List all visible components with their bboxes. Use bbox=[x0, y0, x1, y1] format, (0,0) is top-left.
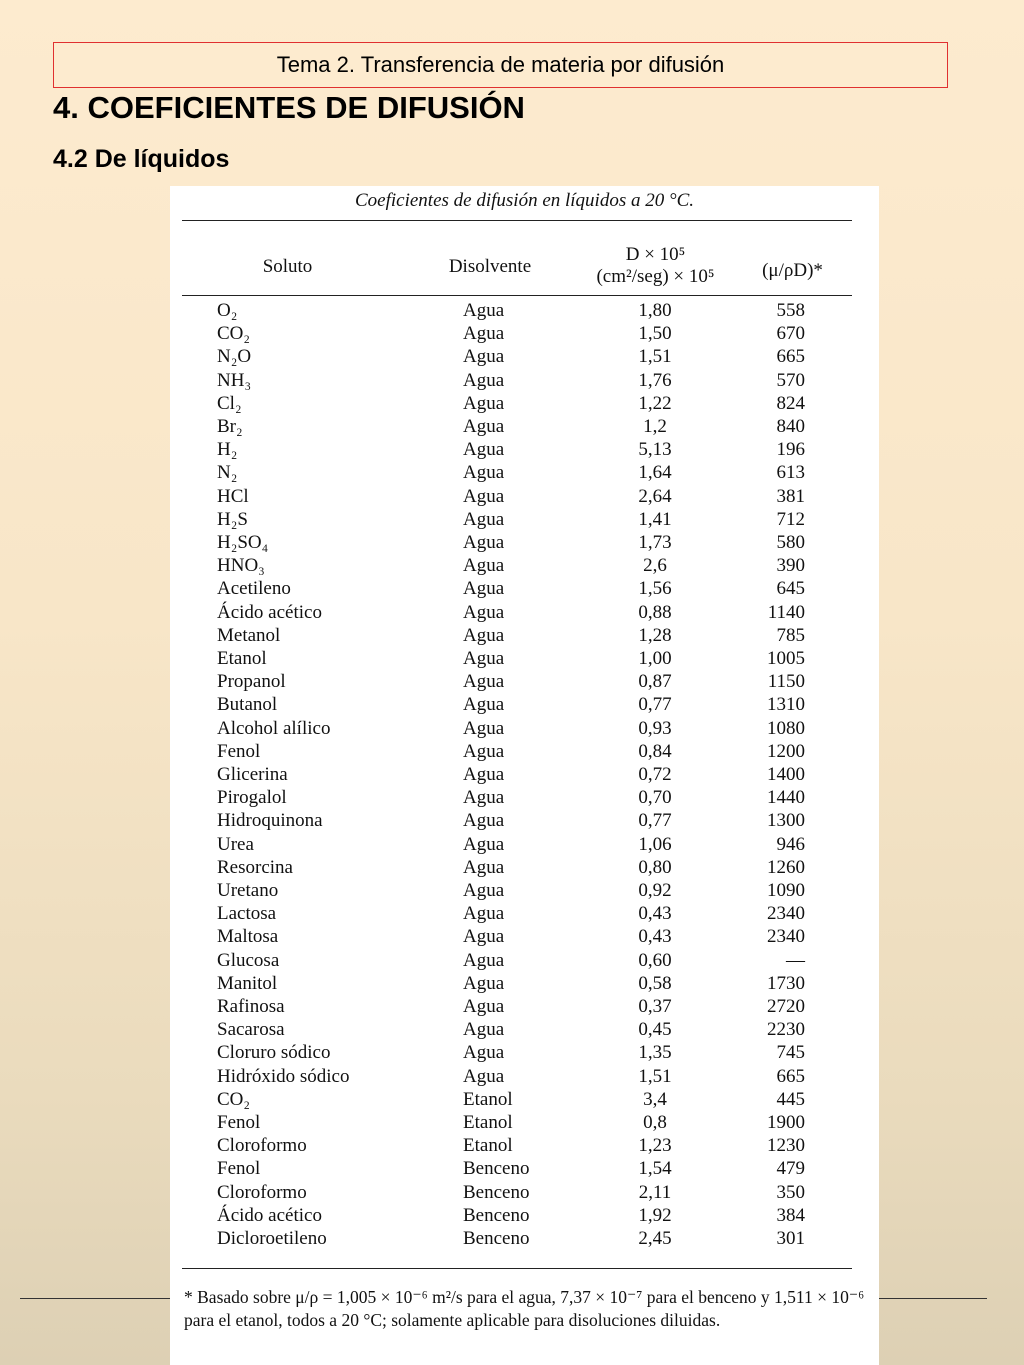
header-title: Tema 2. Transferencia de materia por difusión bbox=[276, 52, 725, 77]
d-value-cell: 0,77 bbox=[638, 694, 672, 716]
soluto-cell: Cloruro sódico bbox=[217, 1042, 331, 1064]
disolvente-cell: Agua bbox=[463, 601, 505, 623]
soluto-cell: Ácido acético bbox=[217, 601, 322, 623]
soluto-cell: HNO₃ bbox=[217, 555, 265, 577]
d-value-cell: 1,92 bbox=[638, 1204, 672, 1226]
soluto-cell: Rafinosa bbox=[217, 996, 285, 1017]
soluto-cell: Resorcina bbox=[217, 856, 293, 878]
soluto-cell: H₂S bbox=[217, 508, 248, 530]
ratio-value-cell: 570 bbox=[776, 369, 805, 391]
disolvente-cell: Agua bbox=[463, 485, 505, 507]
table-row bbox=[170, 346, 879, 369]
d-value-cell: 1,64 bbox=[638, 462, 672, 484]
d-value-cell: 1,56 bbox=[638, 578, 672, 600]
d-value-cell: 0,58 bbox=[638, 972, 672, 994]
table-row bbox=[170, 996, 879, 1019]
table-row bbox=[170, 486, 879, 509]
d-value-cell: 1,51 bbox=[638, 1065, 672, 1087]
disolvente-cell: Etanol bbox=[463, 1135, 513, 1157]
disolvente-cell: Agua bbox=[463, 833, 505, 855]
ratio-value-cell: 350 bbox=[776, 1181, 805, 1203]
table-row bbox=[170, 926, 879, 949]
ratio-value-cell: 1140 bbox=[767, 601, 805, 623]
d-value-cell: 0,60 bbox=[638, 949, 672, 971]
table-row bbox=[170, 1019, 879, 1042]
ratio-value-cell: 381 bbox=[776, 485, 805, 507]
d-value-cell: 3,4 bbox=[643, 1088, 667, 1110]
table-row bbox=[170, 509, 879, 532]
d-value-cell: 0,43 bbox=[638, 926, 672, 948]
soluto-cell: Br₂ bbox=[217, 416, 243, 437]
d-value-cell: 1,22 bbox=[638, 392, 672, 414]
diffusion-table-image bbox=[170, 186, 879, 1365]
footer-divider-left bbox=[20, 1298, 170, 1299]
soluto-cell: CO₂ bbox=[217, 323, 251, 345]
ratio-value-cell: 2340 bbox=[767, 926, 805, 948]
d-value-cell: 0,93 bbox=[638, 717, 672, 739]
table-row bbox=[170, 300, 879, 323]
table-footnote: * Basado sobre μ/ρ = 1,005 × 10⁻⁶ m²/s para el agua, 7,37 × 10⁻⁷ para el benceno y 1,511 × 10⁻⁶ para el etanol, todos a 20 °C; solamente aplicable para disoluciones diluidas. bbox=[184, 1287, 865, 1330]
ratio-value-cell: 946 bbox=[776, 833, 805, 855]
soluto-cell: Hidroquinona bbox=[217, 810, 323, 832]
disolvente-cell: Agua bbox=[463, 717, 505, 739]
table-row bbox=[170, 1042, 879, 1065]
ratio-value-cell: 2340 bbox=[767, 903, 805, 925]
table-row bbox=[170, 880, 879, 903]
disolvente-cell: Benceno bbox=[463, 1158, 530, 1180]
d-value-cell: 0,87 bbox=[638, 671, 672, 693]
table-row bbox=[170, 718, 879, 741]
soluto-cell: Sacarosa bbox=[217, 1019, 285, 1041]
d-value-cell: 1,76 bbox=[638, 369, 672, 391]
table-row bbox=[170, 1066, 879, 1089]
ratio-value-cell: 1260 bbox=[767, 856, 805, 878]
disolvente-cell: Agua bbox=[463, 764, 505, 785]
ratio-value-cell: 745 bbox=[776, 1042, 805, 1064]
table-bottom-rule bbox=[182, 1268, 852, 1269]
disolvente-cell: Etanol bbox=[463, 1112, 513, 1133]
ratio-value-cell: 2230 bbox=[767, 1019, 805, 1041]
ratio-value-cell: 196 bbox=[776, 439, 805, 461]
soluto-cell: Cloroformo bbox=[217, 1181, 307, 1203]
ratio-value-cell: 390 bbox=[776, 555, 805, 577]
ratio-value-cell: 1730 bbox=[767, 972, 805, 994]
table-row bbox=[170, 741, 879, 764]
soluto-cell: Glicerina bbox=[217, 764, 288, 785]
d-value-cell: 0,77 bbox=[638, 810, 672, 832]
d-value-cell: 5,13 bbox=[638, 439, 672, 461]
table-row bbox=[170, 834, 879, 857]
table-row bbox=[170, 1228, 879, 1251]
soluto-cell: Acetileno bbox=[217, 578, 291, 600]
soluto-cell: CO₂ bbox=[217, 1088, 251, 1110]
soluto-cell: N₂ bbox=[217, 462, 238, 484]
d-value-cell: 0,43 bbox=[638, 903, 672, 925]
ratio-value-cell: 1900 bbox=[767, 1112, 805, 1133]
subsection-title: 4.2 De líquidos bbox=[53, 145, 230, 173]
d-value-cell: 0,37 bbox=[638, 996, 672, 1017]
table-row bbox=[170, 694, 879, 717]
table-row bbox=[170, 764, 879, 787]
ratio-value-cell: 558 bbox=[776, 300, 805, 321]
d-value-cell: 2,45 bbox=[638, 1228, 672, 1249]
disolvente-cell: Agua bbox=[463, 1019, 505, 1041]
table-row bbox=[170, 625, 879, 648]
d-value-cell: 0,88 bbox=[638, 601, 672, 623]
ratio-value-cell: 1440 bbox=[767, 787, 805, 809]
ratio-value-cell: — bbox=[786, 949, 805, 971]
ratio-value-cell: 1150 bbox=[767, 671, 805, 693]
header-title-box bbox=[53, 42, 948, 88]
column-header-d-line2: (cm²/seg) × 10⁵ bbox=[596, 266, 715, 287]
d-value-cell: 1,51 bbox=[638, 346, 672, 368]
d-value-cell: 2,11 bbox=[638, 1181, 672, 1203]
disolvente-cell: Agua bbox=[463, 1065, 505, 1087]
soluto-cell: H₂ bbox=[217, 439, 238, 461]
soluto-cell: Dicloroetileno bbox=[217, 1228, 327, 1249]
ratio-value-cell: 785 bbox=[776, 624, 805, 646]
ratio-value-cell: 1400 bbox=[767, 764, 805, 785]
section-title: 4. COEFICIENTES DE DIFUSIÓN bbox=[53, 90, 525, 125]
table-row bbox=[170, 1205, 879, 1228]
soluto-cell: Hidróxido sódico bbox=[217, 1065, 350, 1087]
d-value-cell: 0,92 bbox=[638, 880, 672, 901]
table-row bbox=[170, 1158, 879, 1181]
soluto-cell: Butanol bbox=[217, 694, 278, 716]
disolvente-cell: Agua bbox=[463, 787, 505, 809]
disolvente-cell: Agua bbox=[463, 926, 505, 948]
ratio-value-cell: 670 bbox=[776, 323, 805, 345]
table-row bbox=[170, 950, 879, 973]
soluto-cell: Lactosa bbox=[217, 903, 277, 925]
soluto-cell: Uretano bbox=[217, 880, 279, 901]
column-header-soluto: Soluto bbox=[262, 256, 313, 277]
disolvente-cell: Agua bbox=[463, 462, 505, 484]
soluto-cell: Fenol bbox=[217, 1158, 261, 1180]
d-value-cell: 0,8 bbox=[643, 1112, 667, 1133]
column-header-disolvente: Disolvente bbox=[448, 256, 532, 277]
d-value-cell: 2,64 bbox=[638, 485, 672, 507]
soluto-cell: NH₃ bbox=[217, 369, 252, 391]
disolvente-cell: Agua bbox=[463, 346, 505, 368]
table-row bbox=[170, 323, 879, 346]
table-row bbox=[170, 439, 879, 462]
ratio-value-cell: 840 bbox=[776, 416, 805, 437]
soluto-cell: N₂O bbox=[217, 346, 252, 368]
disolvente-cell: Agua bbox=[463, 740, 505, 762]
ratio-value-cell: 580 bbox=[776, 532, 805, 553]
disolvente-cell: Agua bbox=[463, 555, 505, 577]
disolvente-cell: Agua bbox=[463, 972, 505, 994]
disolvente-cell: Agua bbox=[463, 300, 505, 321]
d-value-cell: 0,70 bbox=[638, 787, 672, 809]
soluto-cell: Fenol bbox=[217, 740, 261, 762]
soluto-cell: Glucosa bbox=[217, 949, 280, 971]
disolvente-cell: Benceno bbox=[463, 1204, 530, 1226]
disolvente-cell: Agua bbox=[463, 996, 505, 1017]
ratio-value-cell: 665 bbox=[776, 346, 805, 368]
soluto-cell: HCl bbox=[217, 485, 249, 507]
disolvente-cell: Benceno bbox=[463, 1228, 530, 1249]
table-row bbox=[170, 973, 879, 996]
d-value-cell: 1,28 bbox=[638, 624, 672, 646]
disolvente-cell: Agua bbox=[463, 323, 505, 345]
table-caption: Coeficientes de difusión en líquidos a 20 °C. bbox=[354, 190, 694, 211]
disolvente-cell: Agua bbox=[463, 694, 505, 716]
ratio-value-cell: 301 bbox=[776, 1228, 805, 1249]
disolvente-cell: Benceno bbox=[463, 1181, 530, 1203]
soluto-cell: Cloroformo bbox=[217, 1135, 307, 1157]
disolvente-cell: Agua bbox=[463, 810, 505, 832]
ratio-value-cell: 1300 bbox=[767, 810, 805, 832]
disolvente-cell: Agua bbox=[463, 369, 505, 391]
table-row bbox=[170, 787, 879, 810]
d-value-cell: 0,80 bbox=[638, 856, 672, 878]
d-value-cell: 1,41 bbox=[638, 508, 672, 530]
table-row bbox=[170, 671, 879, 694]
d-value-cell: 1,2 bbox=[643, 416, 667, 437]
ratio-value-cell: 665 bbox=[776, 1065, 805, 1087]
ratio-value-cell: 445 bbox=[776, 1088, 805, 1110]
soluto-cell: Manitol bbox=[217, 972, 278, 994]
soluto-cell: Propanol bbox=[217, 671, 286, 693]
table-row bbox=[170, 578, 879, 601]
ratio-value-cell: 479 bbox=[776, 1158, 805, 1180]
soluto-cell: O₂ bbox=[217, 300, 238, 321]
table-row bbox=[170, 370, 879, 393]
ratio-value-cell: 712 bbox=[776, 508, 805, 530]
soluto-cell: Maltosa bbox=[217, 926, 279, 948]
ratio-value-cell: 613 bbox=[776, 462, 805, 484]
table-row bbox=[170, 1182, 879, 1205]
table-row bbox=[170, 1089, 879, 1112]
table-row bbox=[170, 1135, 879, 1158]
disolvente-cell: Agua bbox=[463, 392, 505, 414]
ratio-value-cell: 1005 bbox=[767, 648, 805, 669]
table-row bbox=[170, 532, 879, 555]
d-value-cell: 0,45 bbox=[638, 1019, 672, 1041]
disolvente-cell: Agua bbox=[463, 856, 505, 878]
soluto-cell: Urea bbox=[217, 833, 254, 855]
disolvente-cell: Agua bbox=[463, 1042, 505, 1064]
soluto-cell: Pirogalol bbox=[217, 787, 287, 809]
table-row bbox=[170, 903, 879, 926]
table-row bbox=[170, 462, 879, 485]
table-row bbox=[170, 602, 879, 625]
soluto-cell: Metanol bbox=[217, 624, 281, 646]
soluto-cell: H₂SO₄ bbox=[217, 532, 269, 553]
disolvente-cell: Etanol bbox=[463, 1088, 513, 1110]
footer-divider-right bbox=[879, 1298, 987, 1299]
d-value-cell: 0,72 bbox=[638, 764, 672, 785]
disolvente-cell: Agua bbox=[463, 671, 505, 693]
disolvente-cell: Agua bbox=[463, 949, 505, 971]
table-row bbox=[170, 1112, 879, 1135]
disolvente-cell: Agua bbox=[463, 416, 505, 437]
ratio-value-cell: 2720 bbox=[767, 996, 805, 1017]
table-row bbox=[170, 857, 879, 880]
ratio-value-cell: 1230 bbox=[767, 1135, 805, 1157]
d-value-cell: 1,73 bbox=[638, 532, 672, 553]
ratio-value-cell: 1310 bbox=[767, 694, 805, 716]
column-header-ratio: (μ/ρD)* bbox=[762, 260, 823, 281]
d-value-cell: 2,6 bbox=[643, 555, 667, 577]
d-value-cell: 1,35 bbox=[638, 1042, 672, 1064]
table-row bbox=[170, 648, 879, 671]
ratio-value-cell: 1090 bbox=[767, 880, 805, 901]
d-value-cell: 1,23 bbox=[638, 1135, 672, 1157]
table-row bbox=[170, 393, 879, 416]
soluto-cell: Fenol bbox=[217, 1112, 261, 1133]
ratio-value-cell: 645 bbox=[776, 578, 805, 600]
soluto-cell: Cl₂ bbox=[217, 392, 242, 414]
disolvente-cell: Agua bbox=[463, 532, 505, 553]
soluto-cell: Alcohol alílico bbox=[217, 717, 331, 739]
d-value-cell: 0,84 bbox=[638, 740, 672, 762]
d-value-cell: 1,06 bbox=[638, 833, 672, 855]
disolvente-cell: Agua bbox=[463, 903, 505, 925]
table-row bbox=[170, 810, 879, 833]
d-value-cell: 1,50 bbox=[638, 323, 672, 345]
d-value-cell: 1,00 bbox=[638, 648, 672, 669]
ratio-value-cell: 384 bbox=[776, 1204, 805, 1226]
disolvente-cell: Agua bbox=[463, 648, 505, 669]
table-row bbox=[170, 416, 879, 439]
table-header-rule bbox=[182, 295, 852, 296]
disolvente-cell: Agua bbox=[463, 439, 505, 461]
ratio-value-cell: 1080 bbox=[767, 717, 805, 739]
table-top-rule bbox=[182, 220, 852, 221]
soluto-cell: Etanol bbox=[217, 648, 267, 669]
disolvente-cell: Agua bbox=[463, 508, 505, 530]
table-row bbox=[170, 555, 879, 578]
disolvente-cell: Agua bbox=[463, 880, 505, 901]
disolvente-cell: Agua bbox=[463, 624, 505, 646]
ratio-value-cell: 824 bbox=[776, 392, 805, 414]
d-value-cell: 1,54 bbox=[638, 1158, 672, 1180]
ratio-value-cell: 1200 bbox=[767, 740, 805, 762]
soluto-cell: Ácido acético bbox=[217, 1204, 322, 1226]
d-value-cell: 1,80 bbox=[638, 300, 672, 321]
column-header-d-line1: D × 10⁵ bbox=[625, 244, 686, 265]
disolvente-cell: Agua bbox=[463, 578, 505, 600]
